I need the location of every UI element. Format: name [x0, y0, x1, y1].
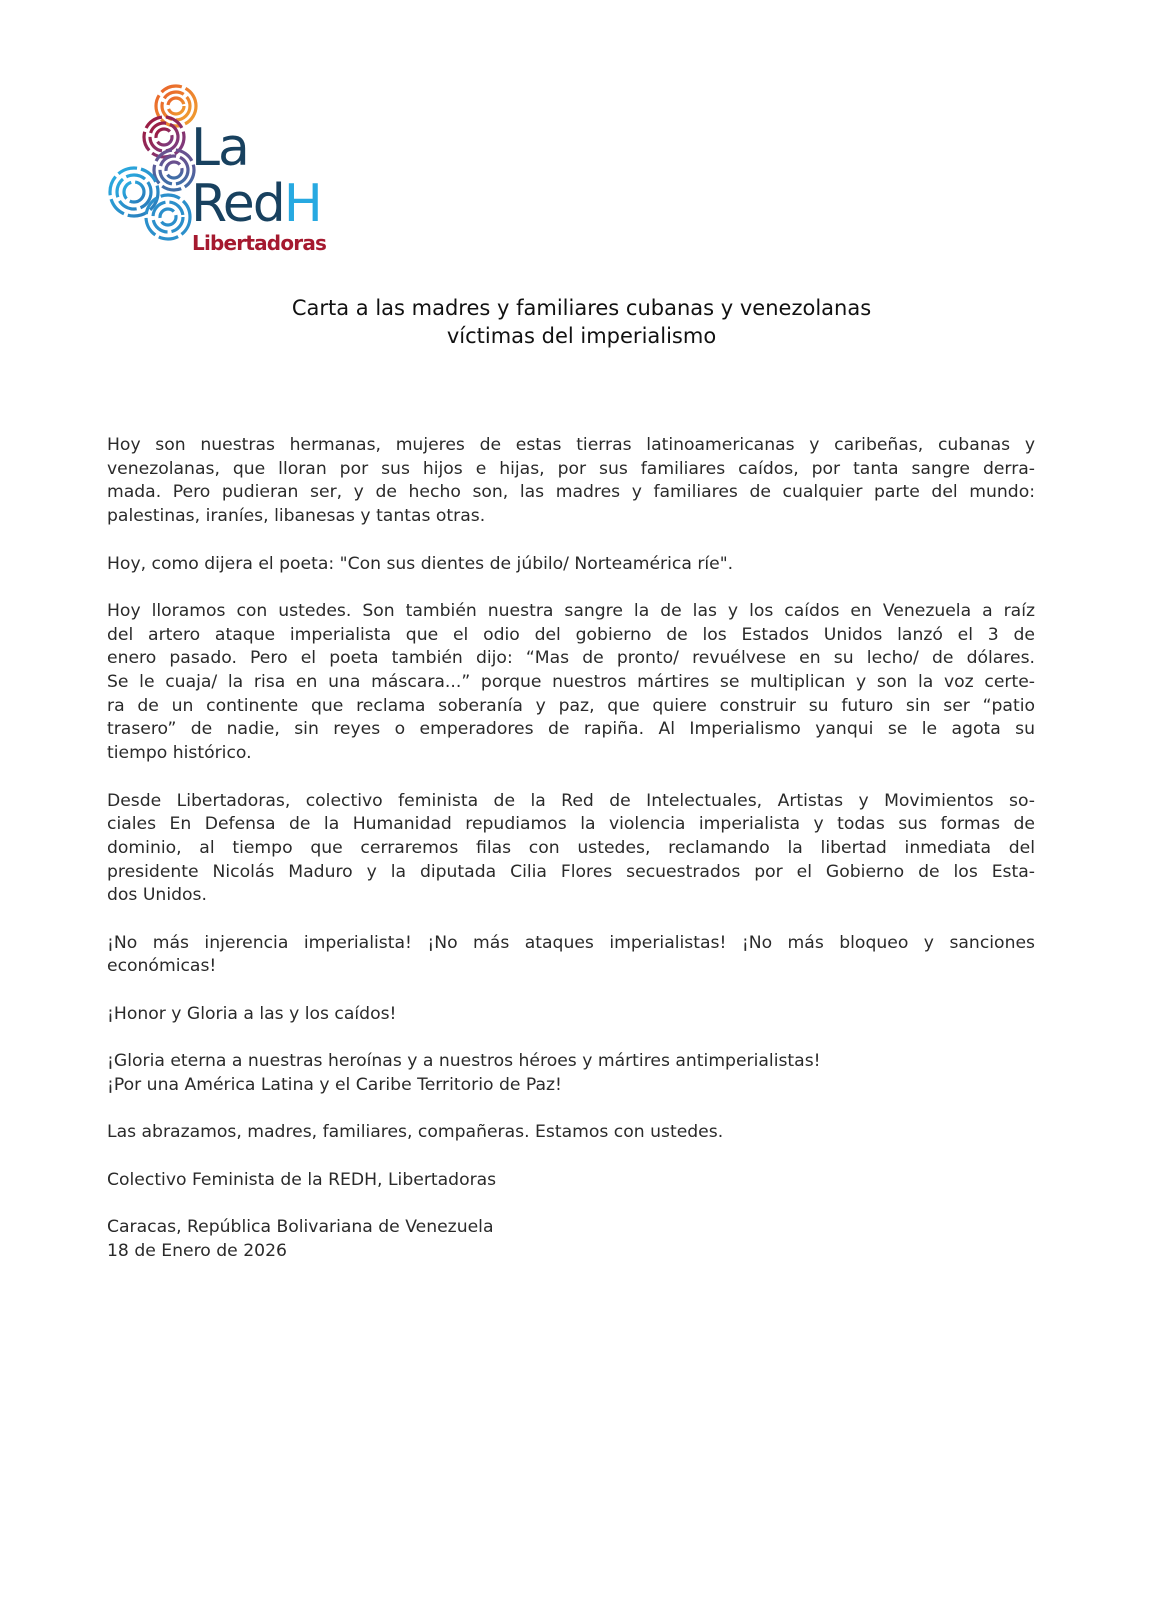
text-line: enero pasado. Pero el poeta también dijo: “Mas de pronto/ revuélvese en su lecho/ de dólares. [107, 648, 1035, 669]
text-line: tiempo histórico. [107, 743, 252, 764]
title-line-2: víctimas del imperialismo [446, 324, 717, 348]
text-line: Hoy son nuestras hermanas, mujeres de estas tierras latinoamericanas y caribeñas, cubanas y [107, 435, 1035, 455]
text-line: Se le cuaja/ la risa en una máscara...” porque nuestros mártires se multiplican y son la voz certe- [107, 672, 1035, 692]
text-line: ¡Honor y Gloria a las y los caídos! [107, 1003, 397, 1024]
text-line: Hoy, como dijera el poeta: "Con sus dientes de júbilo/ Norteamérica ríe". [107, 553, 734, 574]
logo-text-h: H [283, 174, 321, 234]
letter-title [0, 294, 1163, 350]
letter-body [107, 434, 1035, 1287]
logo-text-red: Red [191, 174, 284, 234]
signature [107, 1169, 1035, 1193]
paragraph-3 [107, 600, 1035, 766]
paragraph-4 [107, 790, 1035, 909]
text-line: trasero” de nadie, sin reyes o emperadores de rapiña. Al Imperialismo yanqui se le agota su [107, 719, 1035, 740]
text-line: palestinas, iraníes, libanesas y tantas otras. [107, 506, 486, 527]
paragraph-1 [107, 434, 1035, 529]
text-line: ¡No más injerencia imperialista! ¡No más ataques imperialistas! ¡No más bloqueo y sanciones [107, 932, 1035, 953]
text-line: Las abrazamos, madres, familiares, compañeras. Estamos con ustedes. [107, 1122, 724, 1143]
title-line-1: Carta a las madres y familiares cubanas y venezolanas [291, 296, 872, 320]
la-redh-libertadoras-logo [106, 82, 346, 257]
date-line: 18 de Enero de 2026 [107, 1240, 287, 1261]
text-line: mada. Pero pudieran ser, y de hecho son, las madres y familiares de cualquier parte del mundo: [107, 482, 1035, 503]
text-line: ¡Por una América Latina y el Caribe Territorio de Paz! [107, 1074, 562, 1095]
text-line: Desde Libertadoras, colectivo feminista de la Red de Intelectuales, Artistas y Movimientos so- [107, 790, 1035, 811]
place-line: Caracas, República Bolivariana de Venezuela [107, 1217, 494, 1238]
text-line: ¡Gloria eterna a nuestras heroínas y a nuestros héroes y mártires antimperialistas! [107, 1051, 821, 1072]
text-line: dominio, al tiempo que cerraremos filas con ustedes, reclamando la libertad inmediata del [107, 837, 1035, 858]
text-line: Colectivo Feminista de la REDH, Libertadoras [107, 1169, 497, 1190]
text-line: ciales En Defensa de la Humanidad repudiamos la violencia imperialista y todas sus formas de [107, 814, 1035, 835]
paragraph-7 [107, 1050, 1035, 1097]
paragraph-2 [107, 553, 1035, 577]
text-line: económicas! [107, 956, 217, 977]
text-line: del artero ataque imperialista que el odio del gobierno de los Estados Unidos lanzó el 3 de [107, 624, 1035, 645]
logo-text-redh [191, 174, 321, 234]
paragraph-8 [107, 1121, 1035, 1145]
text-line: ra de un continente que reclama soberanía y paz, que quiere construir su futuro sin ser “patio [107, 695, 1035, 716]
text-line: venezolanas, que lloran por sus hijos e hijas, por sus familiares caídos, por tanta sangre derra- [107, 458, 1035, 479]
text-line: Hoy lloramos con ustedes. Son también nuestra sangre la de las y los caídos en Venezuela a raíz [107, 600, 1035, 621]
logo-text-libertadoras: Libertadoras [192, 231, 327, 255]
place-and-date [107, 1216, 1035, 1263]
logo-text-la: La [191, 118, 248, 178]
paragraph-6 [107, 1003, 1035, 1027]
paragraph-5 [107, 932, 1035, 979]
text-line: dos Unidos. [107, 885, 207, 906]
text-line: presidente Nicolás Maduro y la diputada Cilia Flores secuestrados por el Gobierno de los Esta- [107, 861, 1035, 882]
